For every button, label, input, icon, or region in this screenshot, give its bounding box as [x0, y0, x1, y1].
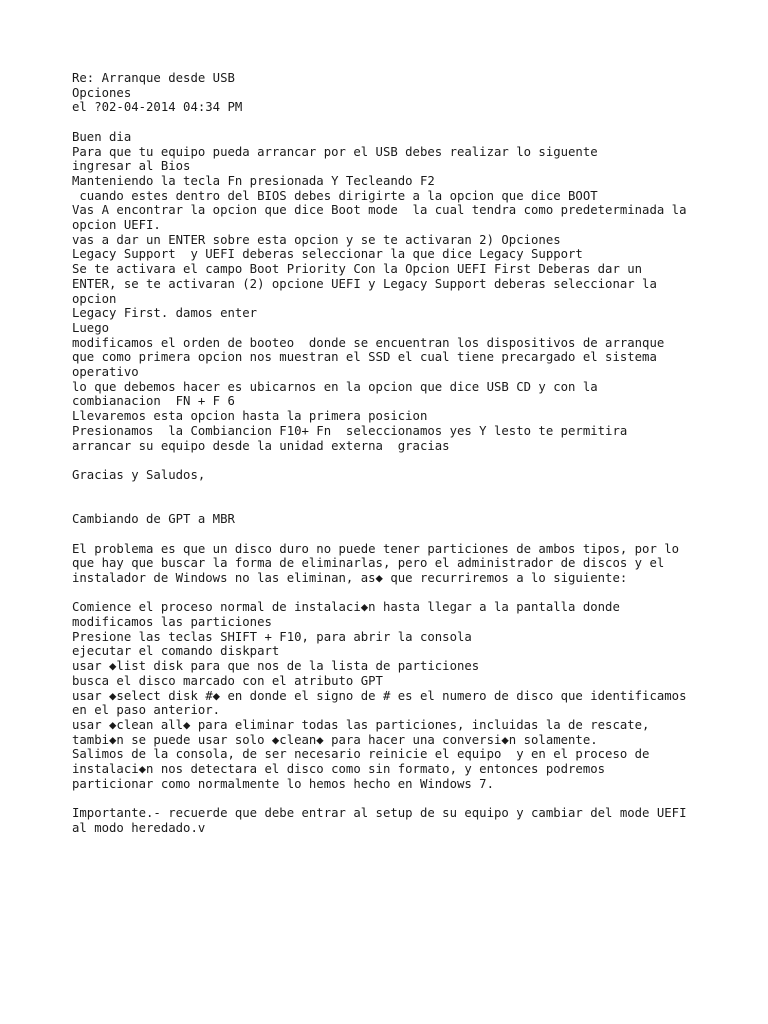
- text-line: Gracias y Saludos,: [72, 467, 206, 482]
- text-line: Salimos de la consola, de ser necesario reinicie el equipo y en el proceso de: [72, 747, 650, 762]
- text-line: Legacy First. damos enter: [72, 306, 258, 321]
- text-line: Vas A encontrar la opcion que dice Boot mode la cual tendra como predeterminada la: [72, 203, 687, 218]
- text-line: opcion UEFI.: [72, 218, 161, 233]
- text-line: Importante.- recuerde que debe entrar al setup de su equipo y cambiar del mode UEFI: [72, 806, 687, 821]
- text-line: Comience el proceso normal de instalaci◆n hasta llegar a la pantalla donde: [72, 600, 620, 615]
- text-line: instalaci◆n nos detectara el disco como sin formato, y entonces podremos: [72, 762, 606, 777]
- text-line: usar ◆clean all◆ para eliminar todas las particiones, incluidas la de rescate,: [72, 717, 650, 732]
- text-line: que como primera opcion nos muestran el SSD el cual tiene precargado el sistema: [72, 350, 657, 365]
- text-line: modificamos el orden de booteo donde se encuentran los dispositivos de arranque: [72, 335, 665, 350]
- text-line: usar ◆list disk para que nos de la lista de particiones: [72, 659, 480, 674]
- text-line: opcion: [72, 291, 117, 306]
- text-line: ENTER, se te activaran (2) opcione UEFI y Legacy Support deberas seleccionar la: [72, 276, 657, 291]
- text-line: operativo: [72, 365, 139, 380]
- text-line: Buen dia: [72, 129, 132, 144]
- text-line: ingresar al Bios: [72, 159, 191, 174]
- text-line: modificamos las particiones: [72, 615, 272, 630]
- text-line: Presionamos la Combiancion F10+ Fn seleccionamos yes Y lesto te permitira: [72, 423, 628, 438]
- text-line: ejecutar el comando diskpart: [72, 644, 280, 659]
- text-line: combianacion FN + F 6: [72, 394, 235, 409]
- text-line: busca el disco marcado con el atributo GPT: [72, 673, 383, 688]
- text-line: en el paso anterior.: [72, 703, 221, 718]
- text-line: usar ◆select disk #◆ en donde el signo de # es el numero de disco que identificamos: [72, 688, 687, 703]
- text-line: Para que tu equipo pueda arrancar por el USB debes realizar lo siguente: [72, 144, 598, 159]
- text-line: Cambiando de GPT a MBR: [72, 512, 235, 527]
- text-line: Llevaremos esta opcion hasta la primera posicion: [72, 409, 428, 424]
- text-line: cuando estes dentro del BIOS debes dirigirte a la opcion que dice BOOT: [72, 188, 598, 203]
- text-line: Se te activara el campo Boot Priority Con la Opcion UEFI First Deberas dar un: [72, 262, 643, 277]
- text-line: vas a dar un ENTER sobre esta opcion y se te activaran 2) Opciones: [72, 232, 561, 247]
- text-line: Re: Arranque desde USB: [72, 71, 235, 85]
- text-line: particionar como normalmente lo hemos hecho en Windows 7.: [72, 776, 494, 791]
- text-line: Presione las teclas SHIFT + F10, para abrir la consola: [72, 629, 472, 644]
- text-line: que hay que buscar la forma de eliminarlas, pero el administrador de discos y el: [72, 556, 665, 571]
- text-line: el ?02-04-2014 04:34 PM: [72, 100, 243, 115]
- text-line: Legacy Support y UEFI deberas seleccionar la que dice Legacy Support: [72, 247, 583, 262]
- text-line: Manteniendo la tecla Fn presionada Y Tecleando F2: [72, 173, 435, 188]
- text-line: Luego: [72, 320, 110, 335]
- text-line: instalador de Windows no las eliminan, as◆ que recurriremos a lo siguiente:: [72, 570, 628, 585]
- text-line: lo que debemos hacer es ubicarnos en la opcion que dice USB CD y con la: [72, 379, 598, 394]
- text-line: arrancar su equipo desde la unidad externa gracias: [72, 438, 450, 453]
- text-line: tambi◆n se puede usar solo ◆clean◆ para hacer una conversi◆n solamente.: [72, 732, 598, 747]
- text-line: al modo heredado.v: [72, 820, 206, 835]
- text-line: El problema es que un disco duro no puede tener particiones de ambos tipos, por lo: [72, 541, 680, 556]
- document-text: [72, 71, 752, 836]
- text-line: Opciones: [72, 85, 132, 100]
